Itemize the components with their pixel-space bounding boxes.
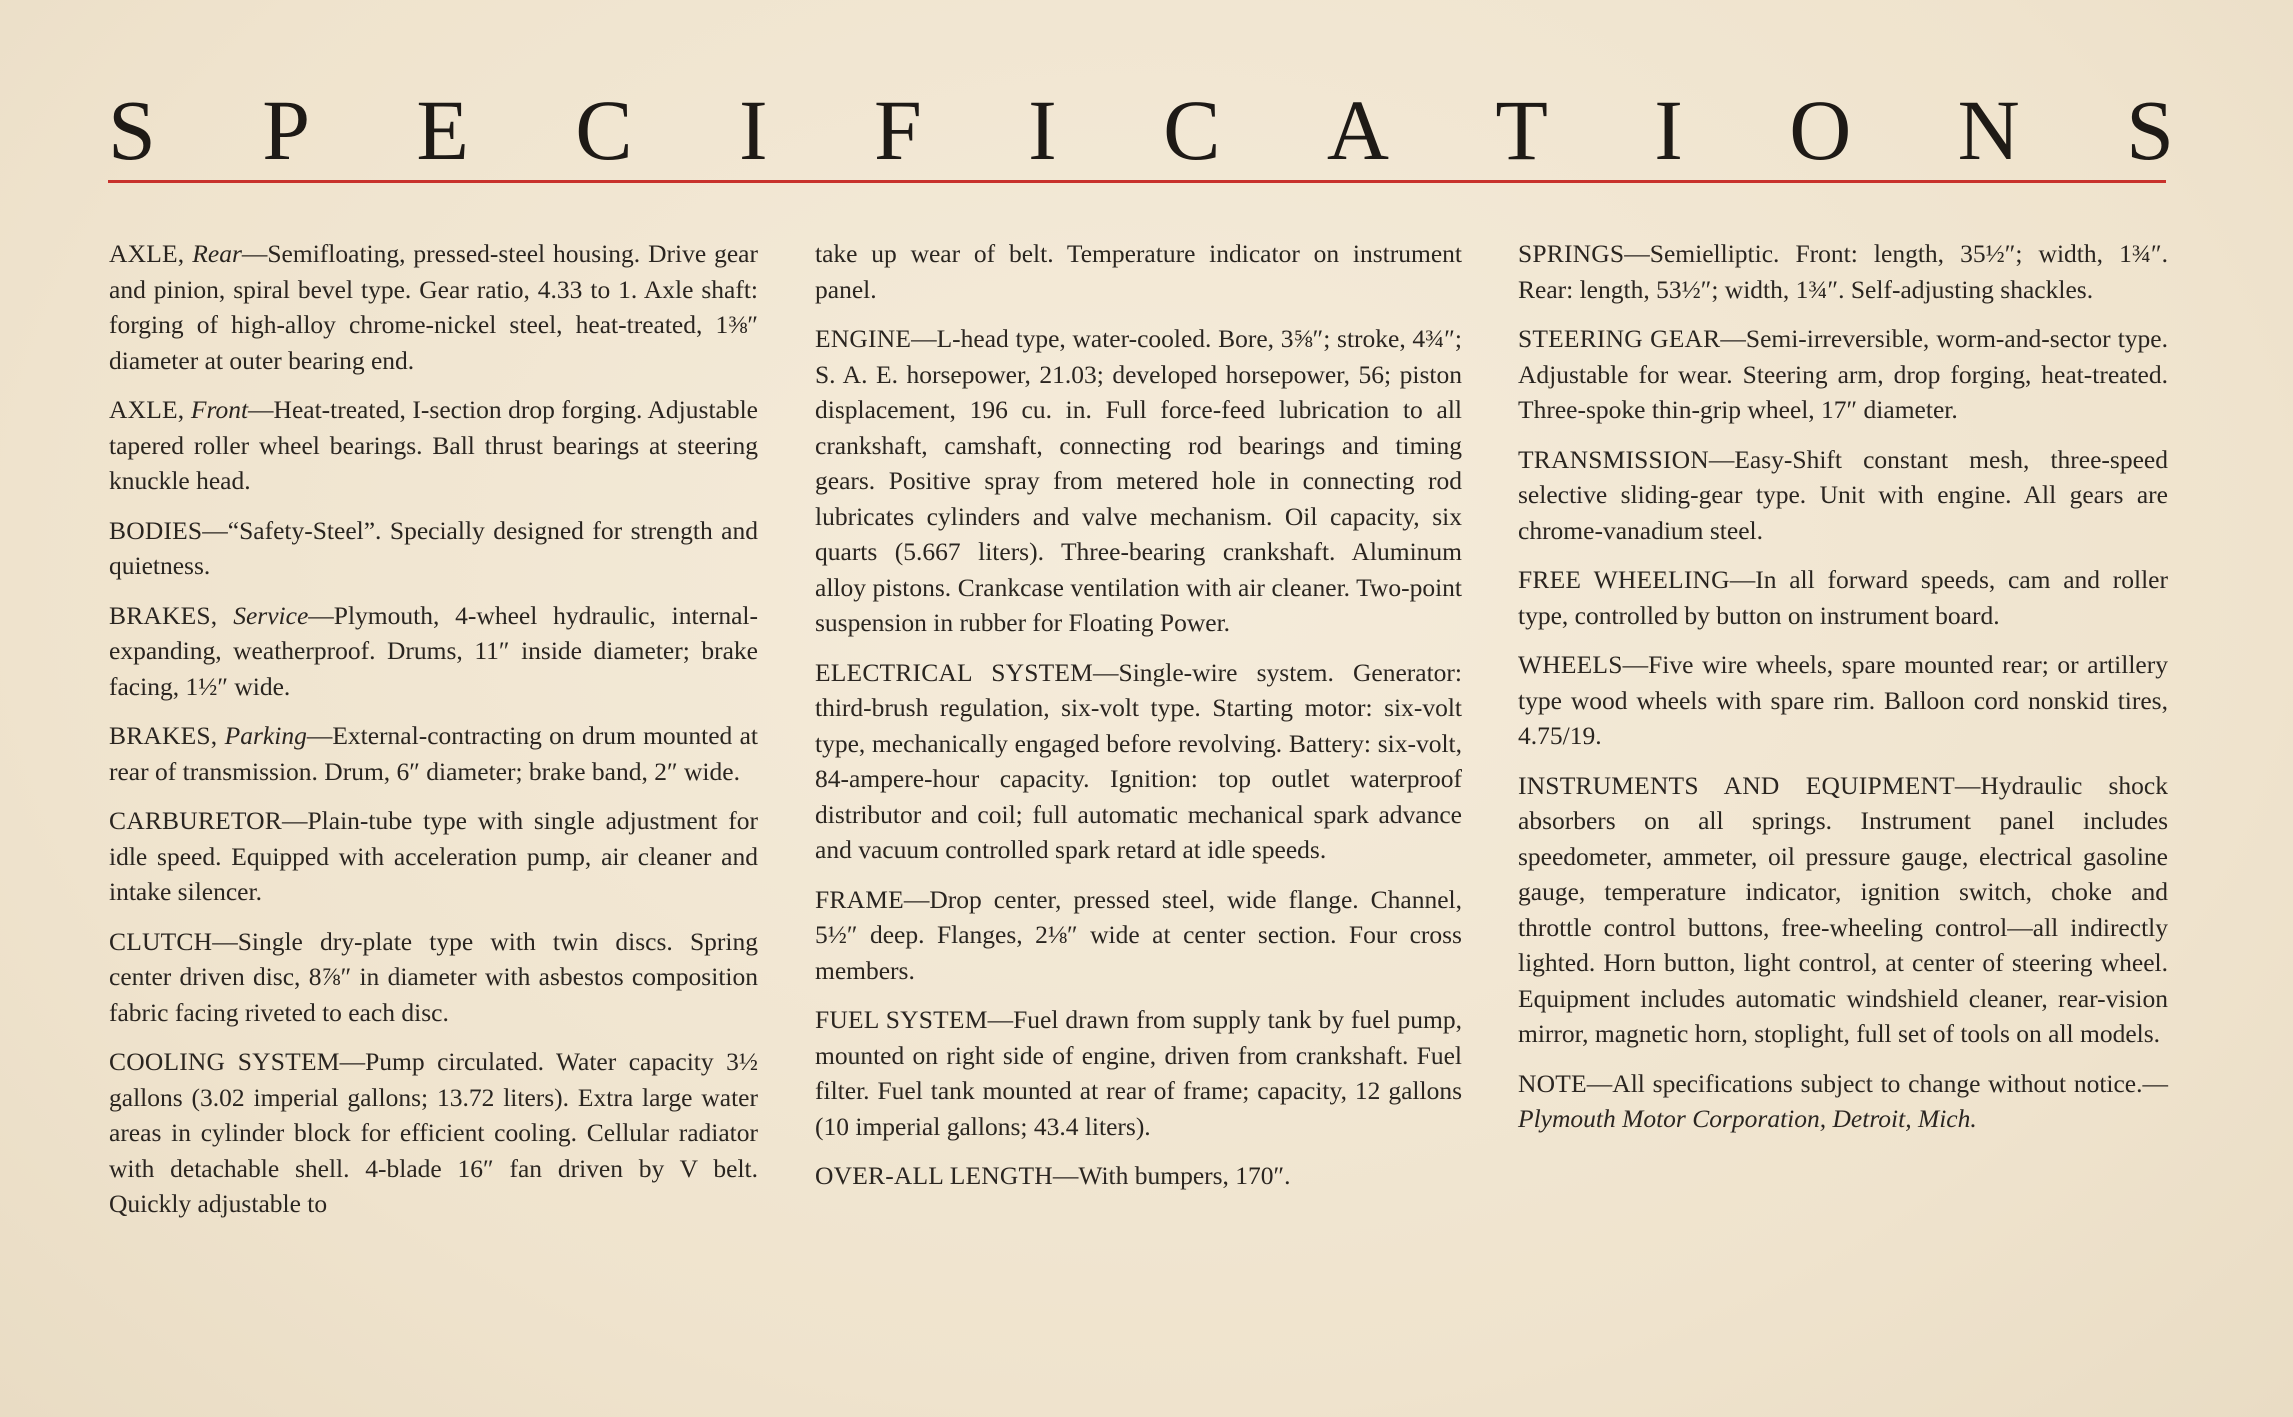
title-letter: I (1654, 82, 1683, 178)
spec-heading: SPRINGS (1518, 239, 1625, 268)
spec-body: —External-contracting on drum mounted at rear of transmission. Drum, 6″ diameter; brake band, 2″ wide. (109, 721, 758, 786)
spec-note (1518, 1066, 2168, 1137)
spec-column-2 (815, 236, 1462, 1208)
spec-heading: ELECTRICAL SYSTEM (815, 657, 1094, 687)
spec-brakes-parking (109, 718, 758, 789)
spec-engine (815, 321, 1462, 641)
spec-body: —In all forward speeds, cam and roller type, controlled by button on instrument board. (1518, 565, 2168, 630)
title-letter: C (575, 82, 633, 178)
spec-body: —Hydraulic shock absorbers on all springs. Instrument panel includes speedometer, ammeter, oil pressure gauge, electrical gasoline gauge, temperature indicator, ignition switch, choke and throttle control buttons, free-wheeling control—all indirectly lighted. Horn button, light control, at center of steering wheel. Equipment includes automatic windshield cleaner, rear-vision mirror, magnetic horn, stoplight, full set of tools on all models. (1518, 770, 2168, 1048)
spec-transmission (1518, 442, 2168, 549)
spec-subheading: Service (233, 600, 309, 630)
spec-axle-front (109, 392, 758, 499)
spec-bodies (109, 513, 758, 584)
spec-heading: FUEL SYSTEM (815, 1005, 988, 1034)
spec-carburetor (109, 803, 758, 910)
spec-body: —Pump circulated. Water capacity 3½ gallons (3.02 imperial gallons; 13.72 liters). Extra large water areas in cylinder block for efficient cooling. Cellular radiator with detachable shell. 4-blade 16″ fan driven by V belt. Quickly adjustable to (109, 1047, 758, 1218)
spec-wheels (1518, 647, 2168, 754)
spec-instruments-equipment (1518, 768, 2168, 1052)
spec-body: —Easy-Shift constant mesh, three-speed selective sliding-gear type. Unit with engine. All gears are chrome-vanadium steel. (1518, 444, 2168, 545)
spec-body: —Single-wire system. Generator: third-brush regulation, six-volt type. Starting motor: six-volt type, mechanically engaged before revolving. Battery: six-volt, 84-ampere-hour capacity. Ignition: top outlet waterproof distributor and coil; full automatic mechanical spark advance and vacuum controlled spark retard at idle speeds. (815, 657, 1462, 864)
spec-heading: TRANSMISSION (1518, 444, 1709, 474)
page-title (108, 80, 2174, 180)
title-letter: I (1028, 82, 1057, 178)
spec-body: —Semifloating, pressed-steel housing. Drive gear and pinion, spiral bevel type. Gear ratio, 4.33 to 1. Axle shaft: forging of high-alloy chrome-nickel steel, heat-treated, 1⅜″ diameter at outer bearing end. (109, 239, 758, 375)
spec-heading: STEERING GEAR (1518, 324, 1721, 353)
spec-heading: WHEELS (1518, 650, 1623, 679)
spec-axle-rear (109, 236, 758, 378)
spec-subheading: Parking (224, 721, 307, 750)
spec-heading: AXLE, (109, 239, 185, 268)
spec-free-wheeling (1518, 562, 2168, 633)
spec-body: —Semielliptic. Front: length, 35½″; width, 1¾″. Rear: length, 53½″; width, 1¾″. Self-adjusting shackles. (1518, 239, 2168, 304)
spec-fuel-system (815, 1002, 1462, 1144)
spec-overall-length (815, 1158, 1462, 1194)
spec-column-1 (109, 236, 758, 1236)
title-letter: T (1495, 82, 1548, 178)
spec-subheading: Front (190, 395, 249, 424)
spec-heading: AXLE, (109, 395, 185, 424)
spec-body: —Semi-irreversible, worm-and-sector type. Adjustable for wear. Steering arm, drop forging, heat-treated. Three-spoke thin-grip wheel, 17″ diameter. (1518, 324, 2168, 424)
spec-brakes-service (109, 598, 758, 705)
spec-heading: ENGINE (815, 324, 912, 353)
spec-heading: FRAME (815, 884, 904, 914)
title-letter: S (108, 82, 156, 178)
spec-heading: OVER-ALL LENGTH (815, 1161, 1053, 1190)
spec-heading: COOLING SYSTEM (109, 1047, 340, 1076)
spec-heading: BRAKES, (109, 721, 218, 750)
spec-clutch (109, 924, 758, 1031)
spec-subheading: Rear (192, 239, 242, 268)
spec-body: —“Safety-Steel”. Specially designed for strength and quietness. (109, 515, 758, 580)
spec-cooling-system-continued (815, 236, 1462, 307)
spec-body: take up wear of belt. Temperature indicator on instrument panel. (815, 239, 1462, 304)
spec-body: —Drop center, pressed steel, wide flange. Channel, 5½″ deep. Flanges, 2⅛″ wide at center section. Four cross members. (815, 884, 1462, 985)
title-underline-divider (108, 180, 2166, 183)
spec-body: —L-head type, water-cooled. Bore, 3⅝″; stroke, 4¾″; S. A. E. horsepower, 21.03; developed horsepower, 56; piston displacement, 196 cu. in. Full force-feed lubrication to all crankshaft, camshaft, connecting rod bearings and timing gears. Positive spray from metered hole in connecting rod lubricates cylinders and valve mechanism. Oil capacity, six quarts (5.667 liters). Three-bearing crankshaft. Aluminum alloy pistons. Crankcase ventilation with air cleaner. Two-point suspension in rubber for Floating Power. (815, 324, 1462, 637)
publisher-signature: Plymouth Motor Corporation, Detroit, Mich. (1518, 1104, 1977, 1133)
spec-heading: CARBURETOR (109, 806, 282, 835)
spec-heading: CLUTCH (109, 926, 213, 956)
title-letter: O (1789, 82, 1852, 178)
title-letter: A (1326, 82, 1389, 178)
spec-springs (1518, 236, 2168, 307)
spec-column-3 (1518, 236, 2168, 1151)
spec-frame (815, 882, 1462, 989)
spec-heading: FREE WHEELING (1518, 565, 1730, 594)
spec-body: —All specifications subject to change without notice.— (1586, 1068, 2168, 1098)
title-letter: I (738, 82, 768, 178)
spec-body: —Plain-tube type with single adjustment for idle speed. Equipped with acceleration pump, air cleaner and intake silencer. (109, 806, 758, 906)
title-letter: S (2126, 82, 2174, 178)
spec-body: —Heat-treated, I-section drop forging. Adjustable tapered roller wheel bearings. Ball thrust bearings at steering knuckle head. (109, 395, 758, 495)
spec-cooling-system (109, 1044, 758, 1222)
title-letter: P (262, 82, 311, 178)
spec-body: —Single dry-plate type with twin discs. Spring center driven disc, 8⅞″ in diameter with asbestos composition fabric facing riveted to each disc. (109, 926, 758, 1027)
title-letter: E (416, 82, 469, 178)
spec-body: —Fuel drawn from supply tank by fuel pump, mounted on right side of engine, driven from crankshaft. Fuel filter. Fuel tank mounted at rear of frame; capacity, 12 gallons (10 imperial gallons; 43.4 liters). (815, 1005, 1462, 1141)
spec-body: —Plymouth, 4-wheel hydraulic, internal-expanding, weatherproof. Drums, 11″ inside diameter; brake facing, 1½″ wide. (109, 600, 758, 701)
title-letter: C (1163, 82, 1221, 178)
spec-heading: NOTE (1518, 1068, 1587, 1098)
spec-heading: INSTRUMENTS AND EQUIPMENT (1518, 770, 1955, 800)
title-letter: N (1957, 82, 2020, 178)
spec-body: —Five wire wheels, spare mounted rear; or artillery type wood wheels with spare rim. Balloon cord nonskid tires, 4.75/19. (1518, 650, 2168, 750)
spec-electrical-system (815, 655, 1462, 868)
spec-body: —With bumpers, 170″. (1052, 1161, 1291, 1190)
title-letter: F (873, 82, 922, 178)
spec-steering-gear (1518, 321, 2168, 428)
spec-heading: BRAKES, (109, 600, 218, 630)
spec-heading: BODIES (109, 515, 203, 545)
